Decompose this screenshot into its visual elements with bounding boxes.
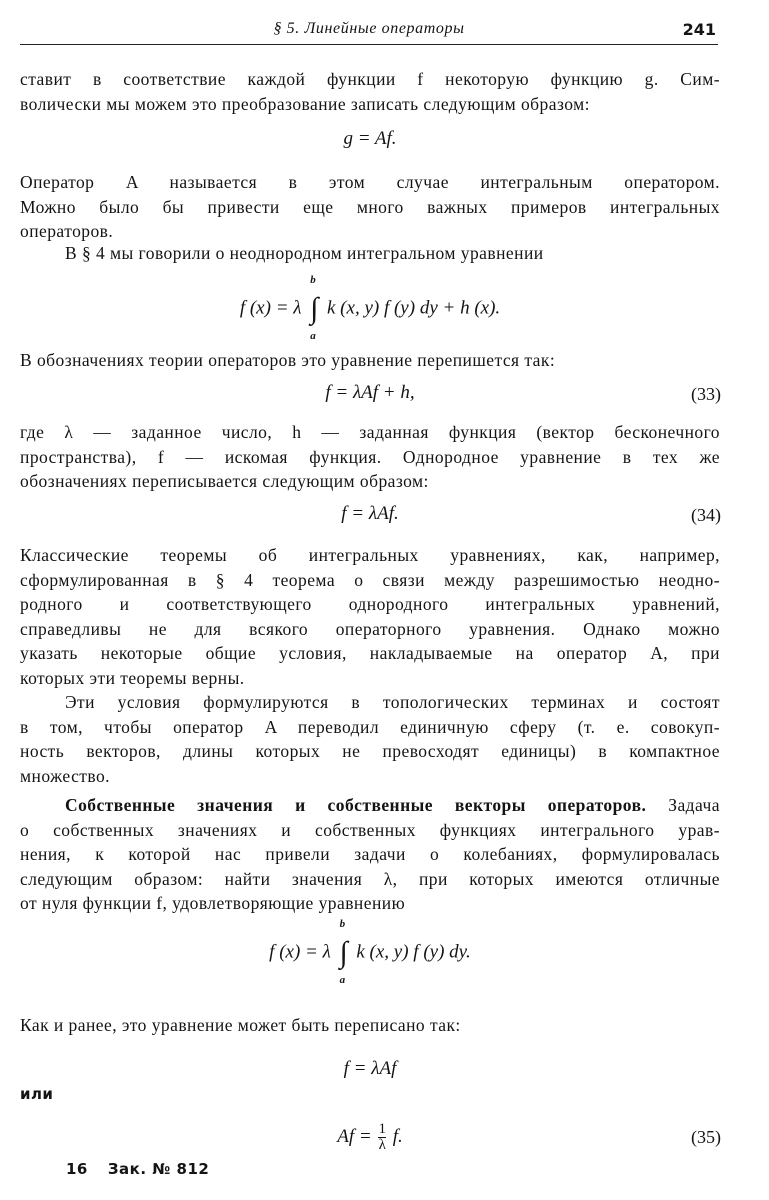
text-line: пространства), f — искомая функция. Однородное уравнение в тех же [20,446,720,467]
formula-g-equals-af: g = Af. [343,128,397,149]
paragraph-1 [20,67,720,116]
text-line: где λ — заданное число, h — заданная функция (вектор бесконечного [20,422,720,442]
formula-inhomogeneous-integral-equation [20,274,720,342]
text-line: операторов. [20,221,114,241]
heading-continuation: Задача [646,795,720,815]
word-or: или [20,1085,54,1103]
formula-right: k (x, y) f (y) dy. [356,941,471,963]
text-line: Классические теоремы об интегральных уравнениях, как, например, [20,545,720,565]
formula-f-equals-lambda-af: f = λAf [343,1058,397,1079]
formula-homogeneous-integral-equation [20,918,720,986]
paragraph-9 [20,1013,720,1038]
text-line: Эти условия формулируются в топологических терминах и состоят [65,692,720,712]
text-line: которых эти теоремы верны. [20,667,245,688]
text-line: сформулированная в § 4 теорема о связи между разрешимостью неодно- [20,569,720,590]
equation-left: Af = [337,1125,372,1147]
header-title: § 5. Линейные операторы [273,20,465,37]
equation-number-33: (33) [691,384,721,404]
equation-33: f = λAf + h, [325,382,415,403]
text-line: нения, к которой нас привели задачи о колебаниях, формулировалась [20,844,720,864]
upper-limit: b [310,274,316,286]
text-line: от нуля функции f, удовлетворяющие уравнению [20,893,406,913]
equation-number-34: (34) [691,505,721,525]
paragraph-5 [20,420,720,494]
text-line: волически мы можем это преобразование записать следующим образом: [20,93,590,114]
lower-limit: a [310,330,316,342]
text-line: В обозначениях теории операторов это уравнение перепишется так: [20,350,556,370]
formula-right: k (x, y) f (y) dy + h (x). [327,297,501,319]
printer-footer [66,1160,209,1178]
equation-35 [20,1122,720,1153]
text-line: В § 4 мы говорили о неоднородном интегральном уравнении [65,243,544,263]
text-line: указать некоторые общие условия, накладываемые на оператор A, при [20,643,720,663]
paragraph-8 [20,793,720,916]
paragraph-3 [20,241,720,266]
paragraph-7 [20,690,720,788]
text-line: Можно было бы привести еще много важных примеров интегральных [20,196,720,217]
fraction-one-over-lambda [378,1122,386,1153]
text-line: ность векторов, длины которых не превосходят единицы) в компактное [20,741,720,761]
equation-number-35: (35) [691,1127,721,1147]
paragraph-6 [20,543,720,690]
lower-limit: a [339,974,346,986]
text-line: следующим образом: найти значения λ, при которых имеются отличные [20,868,720,889]
formula-left: f (x) = λ [239,297,302,319]
equation-right: f. [392,1125,403,1147]
paragraph-2 [20,170,720,244]
text-line: множество. [20,765,111,786]
text-line: в том, чтобы оператор A переводил единичную сферу (т. е. совокуп- [20,716,720,737]
formula-left: f (x) = λ [269,941,331,963]
paragraph-4 [20,348,720,373]
upper-limit: b [339,918,346,930]
integral-sign: ∫ b a [310,274,319,342]
order-number: Зак. № 812 [107,1160,210,1178]
text-line: ставит в соответствие каждой функции f некоторую функцию g. Сим- [20,69,720,89]
text-line: Оператор A называется в этом случае интегральным оператором. [20,172,720,192]
text-line: справедливы не для всякого операторного уравнения. Однако можно [20,618,720,639]
text-line: обозначениях переписывается следующим образом: [20,471,429,491]
section-heading: Собственные значения и собственные векторы операторов. [65,795,647,815]
fraction-denominator: λ [378,1137,386,1153]
fraction-numerator: 1 [378,1121,386,1137]
text-line: родного и соответствующего однородного интегральных уравнений, [20,594,720,614]
equation-34: f = λAf. [341,503,399,524]
integral-sign: ∫ b a [339,918,348,986]
text-line: Как и ранее, это уравнение может быть переписано так: [20,1015,461,1035]
page-number: 241 [682,20,716,39]
running-header [20,14,718,45]
text-line [20,793,720,818]
text-line: о собственных значениях и собственных функциях интегрального урав- [20,819,720,840]
sheet-number: 16 [66,1160,88,1178]
